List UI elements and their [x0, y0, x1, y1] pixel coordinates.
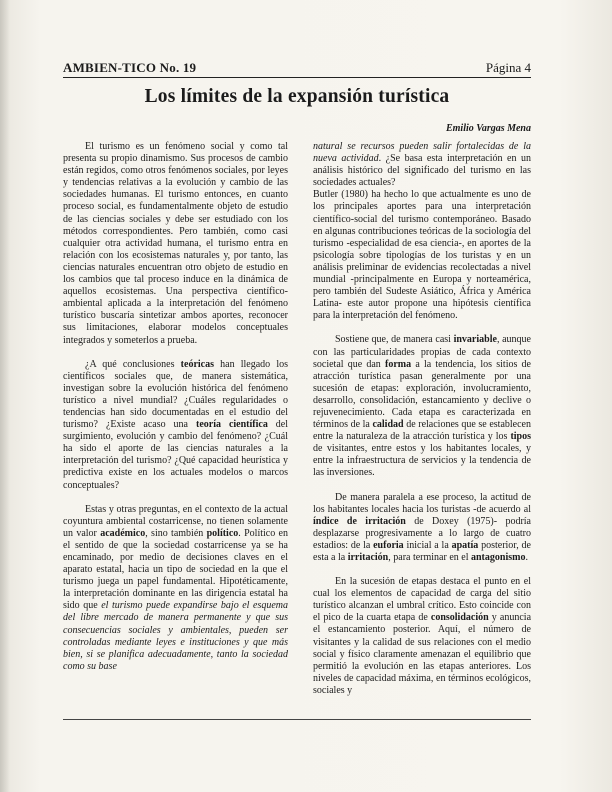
footer-rule: [63, 719, 531, 720]
body-paragraph: [63, 359, 288, 492]
body-text: a la tendencia, los sitios de atracción turística pasan generalmente por una sucesión de etapas: exploración, involucramiento, desarrollo, consolidación, estancamiento y declive o rejuvenecimiento. Cada etapa es caracterizada en términos de la: [313, 358, 531, 431]
body-text: En la sucesión de etapas destaca el punto en el cual los elementos de capacidad de carga del sitio turístico alcanzan el umbral crítico. Esto coincide con el pico de la cuarta etapa de: [313, 576, 531, 624]
page-number: Página 4: [485, 60, 531, 75]
body-text: de relaciones que se establecen entre la naturaleza de la atracción turística y los: [313, 419, 531, 443]
body-text: ¿A qué conclusiones: [85, 358, 181, 370]
body-text: El turismo es un fenómeno social y como tal presenta su propio dinamismo. Sus procesos de cambio están regidos, como otros fenómenos sociales, por leyes y tendencias relativas a la evolución y cambio de las sociedades humanas. El turismo entonces, en cuanto proceso social, es fundamentalmente objeto de estudio de las ciencias sociales y debe ser estudiado con los métodos correspondientes. Pero también, como casi cualquier otra actividad humana, el turismo entra en relación con los ecosistemas naturales y, por tanto, las ciencias naturales encuentran otro objeto de estudio en los cambios que tal proceso induce en la dinámica de aquellos ecosistemas. Una perspectiva científico-ambiental aplicada a la interpretación del fenómeno turístico buscaría sintetizar ambos aportes, reconocer sus limitaciones, elaborar modelos conceptuales integrados y someterlos a prueba.: [63, 141, 288, 346]
body-text: . Político en el sentido de que la sociedad costarricense ya se ha encaminado, por medio de decisiones claves en el aparato estatal, hacia un tipo de sociedad en la que el turismo juega un papel fundamental. Hipotéticamente, la interpretación dominante en las dirigencia estatal ha sido que: [63, 527, 288, 612]
bold-term: euforia: [373, 539, 404, 551]
body-text: de Doxey (1975)- podría desplazarse progresivamente a lo largo de cuatro estadios: de la: [313, 515, 531, 551]
body-text: , para terminar en el: [388, 552, 471, 563]
body-text: Butler (1980) ha hecho lo que actualmente es uno de los principales aportes para una interpretación científico-social del turismo contemporáneo. Basado en algunas contribuciones teóricas de la sociología del turismo -especialidad de esa ciencia-, en aportes de la psicología sobre tipologías de los turistas y en un análisis preliminar de evidencias recolectadas a nivel mundial -principalmente en Europa y norteamérica, pero también del Sudeste Asiático, África y América Latina- este autor propone una hipótesis científica para la interpretación del fenómeno.: [313, 189, 531, 322]
body-text: De manera paralela a ese proceso, la actitud de los habitantes locales hacia los turistas -de acuerdo al: [313, 491, 531, 515]
body-paragraph: [313, 334, 531, 479]
italic-text: el turismo puede expandirse bajo el esquema del libre mercado de manera permanente y que sus consecuencias sociales y ambientales, pueden ser controladas mediante leyes e instituciones y que más bien, si se planifica adecuadamente, tanto la sociedad como su base: [63, 600, 288, 672]
body-paragraph: [63, 504, 288, 673]
body-text: y anuncia el estancamiento posterior. Aquí, el número de visitantes y la calidad de sus relaciones con el medio social y físico claramente amenazan el equilibrio que permitió la evolución en las etapas anteriores. Los niveles de capacidad máxima, en términos ecológicos, sociales y: [313, 612, 532, 696]
bold-term: forma: [385, 358, 412, 370]
bold-term: índice de irritación: [313, 515, 406, 527]
page-edge-shadow: [0, 0, 10, 792]
body-paragraph: [313, 141, 531, 189]
body-text: .: [525, 552, 528, 563]
body-paragraph: [63, 141, 288, 347]
body-text: inicial a la: [403, 539, 452, 551]
bold-term: consolidación: [430, 612, 489, 624]
bold-term: apatía: [451, 539, 479, 551]
running-header: [63, 60, 531, 78]
body-paragraph: [313, 189, 531, 322]
bold-term: invariable: [453, 334, 497, 346]
bold-term: calidad: [372, 419, 404, 431]
bold-term: tipos: [510, 431, 531, 443]
italic-text: natural se recursos pueden salir fortalecidas de la nueva actividad: [313, 141, 531, 165]
body-text: Sostiene que, de manera casi: [335, 334, 454, 346]
body-text: del surgimiento, evolución y cambio del fenómeno? ¿Cuál ha sido el aporte de las ciencias naturales a la interpretación del turismo? ¿Qué capacidad heurística y predictiva existe en los actuales modelos o marcos conceptuales?: [63, 419, 289, 491]
body-text: , sino también: [145, 527, 207, 539]
right-column: [313, 141, 531, 697]
bold-term: político: [206, 527, 239, 539]
article-author: Emilio Vargas Mena: [445, 123, 531, 134]
left-column: [63, 141, 288, 673]
bold-term: antagonismo: [470, 552, 526, 563]
bold-term: teóricas: [180, 358, 214, 370]
body-text: , aunque con las particularidades propias de cada contexto societal que dan: [313, 334, 531, 370]
body-text: de visitantes, entre estos y los habitantes locales, y entre la infraestructura de servicios y la tendencia de las inversiones.: [313, 443, 531, 479]
bold-term: académico: [100, 527, 146, 539]
body-text: posterior, de esta a la: [313, 539, 531, 563]
body-text: han llegado los científicos sociales que, de manera sistemática, investigan sobre la evolución histórica del fenómeno turístico a nivel mundial? ¿Cuáles regularidades o tendencias han sido documentadas en el estudio del turismo? ¿Existe acaso una: [63, 358, 289, 431]
body-text: Estas y otras preguntas, en el contexto de la actual coyuntura ambiental costarricense, no tienen solamente un valor: [63, 503, 288, 539]
body-paragraph: [313, 492, 531, 565]
bold-term: teoría científica: [195, 419, 268, 431]
article-title: Los límites de la expansión turística: [144, 86, 450, 107]
body-text: . ¿Se basa esta interpretación en un análisis histórico del significado del turismo en las sociedades actuales?: [313, 153, 531, 189]
bold-term: irritación: [347, 552, 389, 563]
header-rule: [63, 77, 531, 78]
publication-name: AMBIEN-TICO No. 19: [63, 60, 197, 75]
body-paragraph: [313, 576, 531, 697]
